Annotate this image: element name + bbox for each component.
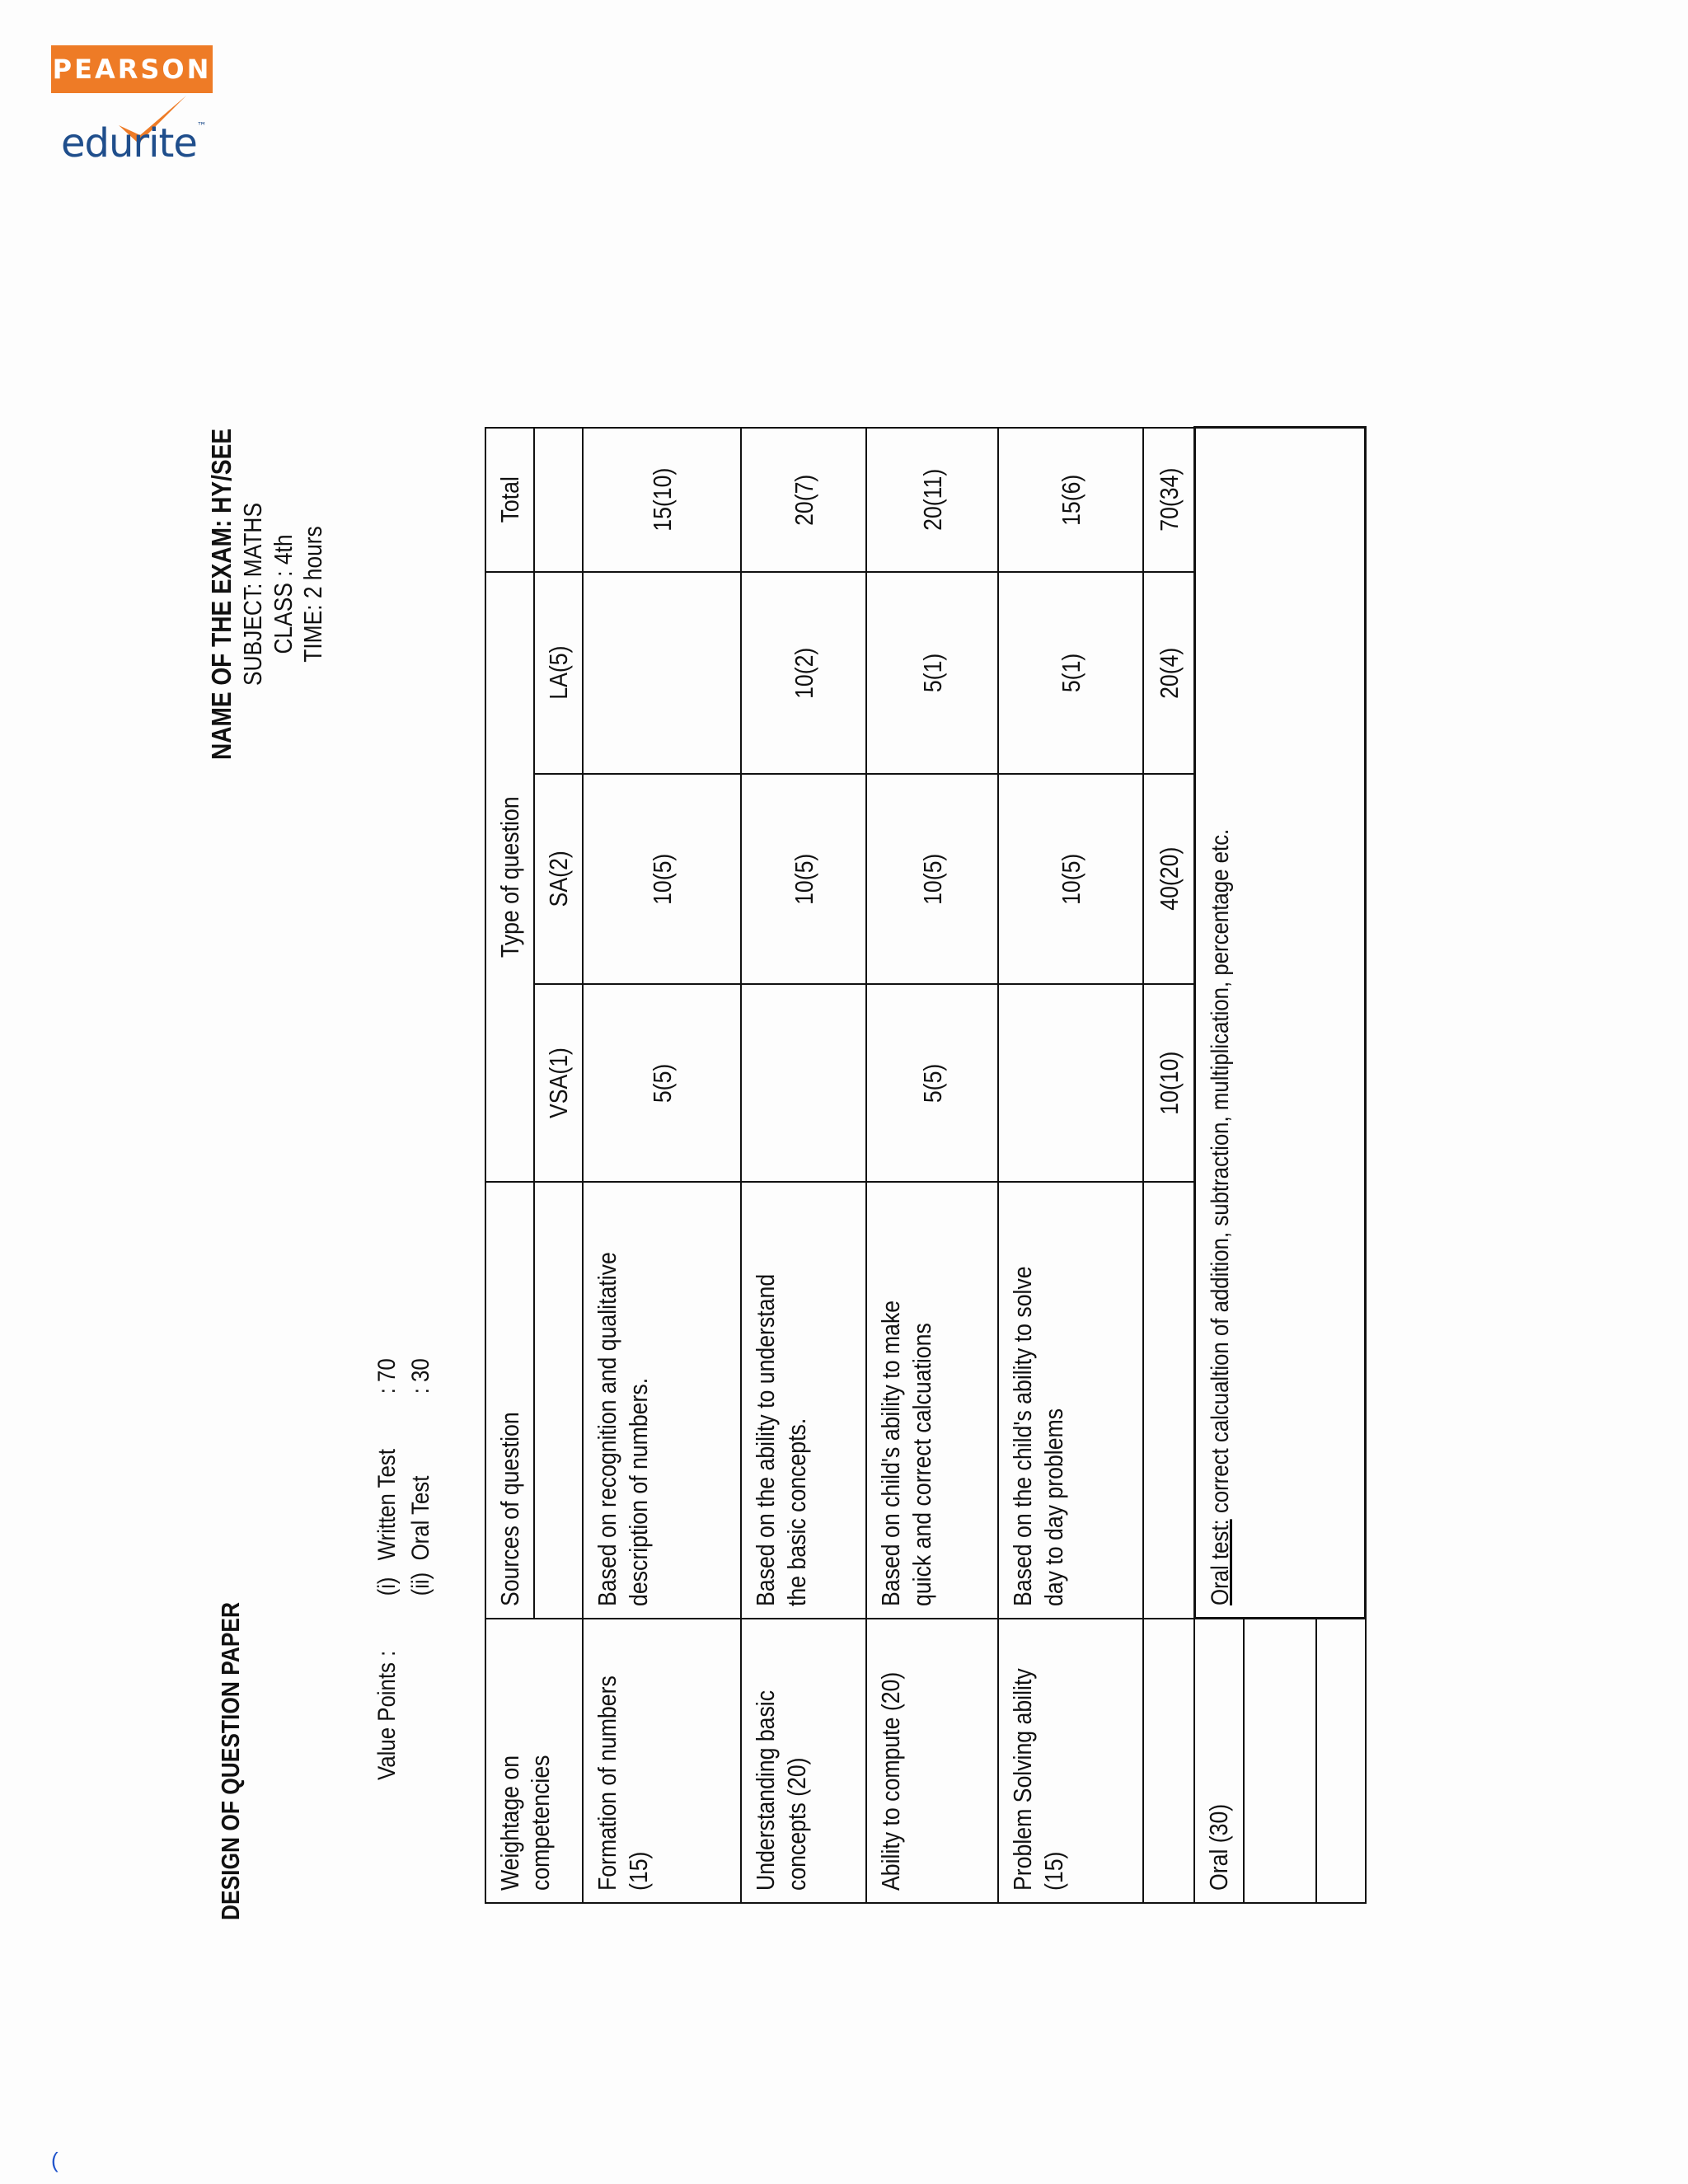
value-point-name: Written Test xyxy=(373,1449,401,1561)
header-type: Type of question xyxy=(485,572,534,1182)
cell-vsa: 5(5) xyxy=(583,984,741,1182)
totals-source-empty xyxy=(1143,1182,1194,1619)
cell-total: 15(6) xyxy=(998,428,1143,572)
value-point-num: (ii) xyxy=(406,1572,434,1596)
value-point-row xyxy=(405,1358,438,1780)
cell-source: Based on the ability to understand the basic concepts. xyxy=(741,1182,866,1619)
value-points xyxy=(371,1358,438,1780)
cell-sa: 10(5) xyxy=(998,774,1143,984)
table-header-row xyxy=(485,428,534,1903)
table-row xyxy=(866,428,998,1903)
cell-total: 15(10) xyxy=(583,428,741,572)
cell-total: 20(11) xyxy=(866,428,998,572)
header-la: LA(5) xyxy=(534,572,583,774)
cell-vsa xyxy=(741,984,866,1182)
cell-weightage: Ability to compute (20) xyxy=(866,1619,998,1903)
table-row xyxy=(741,428,866,1903)
oral-label: Oral (30) xyxy=(1194,1619,1243,1903)
footer-mark: ( xyxy=(51,2148,59,2172)
edurite-text: edurite xyxy=(61,120,197,166)
exam-subject: SUBJECT: MATHS xyxy=(237,503,267,687)
total-sa: 40(20) xyxy=(1143,774,1194,984)
cell-source: Based on recognition and qualitative description of numbers. xyxy=(583,1182,741,1619)
rotated-document xyxy=(206,313,1459,1920)
header-vsa: VSA(1) xyxy=(534,984,583,1182)
cell-source: Based on child's ability to make quick and correct calcuations xyxy=(866,1182,998,1619)
exam-class: CLASS : 4th xyxy=(268,534,298,654)
cell-la: 5(1) xyxy=(998,572,1143,774)
blank-cell xyxy=(1244,1619,1316,1903)
cell-weightage: Problem Solving ability (15) xyxy=(998,1619,1143,1903)
header-sources: Sources of question xyxy=(485,1182,534,1619)
header-weightage: Weightage on competencies xyxy=(485,1619,583,1903)
cell-sa: 10(5) xyxy=(583,774,741,984)
design-table xyxy=(485,426,1367,1904)
oral-note-text: correct calcualtion of addition, subtraction, multiplication, percentage etc. xyxy=(1206,829,1234,1520)
table-row xyxy=(583,428,741,1903)
cell-vsa xyxy=(998,984,1143,1182)
pearson-brand: PEARSON xyxy=(51,45,213,93)
totals-row xyxy=(1143,428,1194,1903)
table-row xyxy=(998,428,1143,1903)
oral-note xyxy=(1206,829,1236,1605)
value-points-spacer xyxy=(405,1596,438,1780)
value-point-value: : 70 xyxy=(373,1358,401,1394)
cell-sa: 10(5) xyxy=(866,774,998,984)
cell-source: Based on the child's ability to solve day to day problems xyxy=(998,1182,1143,1619)
blank-cell xyxy=(1316,1619,1366,1903)
oral-note-cell xyxy=(1194,428,1365,1619)
exam-time: TIME: 2 hours xyxy=(298,526,328,663)
oral-note-prefix: Oral test: xyxy=(1206,1519,1234,1606)
value-point-row xyxy=(371,1358,405,1780)
exam-name: NAME OF THE EXAM: HY/SEE xyxy=(206,429,237,761)
subheader-empty xyxy=(534,1182,583,1619)
cell-sa: 10(5) xyxy=(741,774,866,984)
total-la: 20(4) xyxy=(1143,572,1194,774)
value-point-name: Oral Test xyxy=(406,1475,434,1561)
oral-row xyxy=(1194,428,1243,1903)
cell-weightage: Understanding basic concepts (20) xyxy=(741,1619,866,1903)
trademark: ™ xyxy=(196,120,206,132)
total-vsa: 10(10) xyxy=(1143,984,1194,1182)
cell-la: 5(1) xyxy=(866,572,998,774)
exam-info xyxy=(206,429,329,760)
total-grand: 70(34) xyxy=(1143,428,1194,572)
value-points-label: Value Points : xyxy=(373,1650,401,1780)
totals-weightage-empty xyxy=(1143,1619,1194,1903)
value-point-value: : 30 xyxy=(406,1358,434,1394)
edurite-wordmark xyxy=(61,120,206,166)
document-title: DESIGN OF QUESTION PAPER xyxy=(216,1601,245,1920)
cell-vsa: 5(5) xyxy=(866,984,998,1182)
header-sa: SA(2) xyxy=(534,774,583,984)
cell-total: 20(7) xyxy=(741,428,866,572)
header-total: Total xyxy=(485,428,534,572)
subheader-total-empty xyxy=(534,428,583,572)
cell-weightage: Formation of numbers (15) xyxy=(583,1619,741,1903)
cell-la xyxy=(583,572,741,774)
value-point-num: (i) xyxy=(373,1577,401,1596)
cell-la: 10(2) xyxy=(741,572,866,774)
